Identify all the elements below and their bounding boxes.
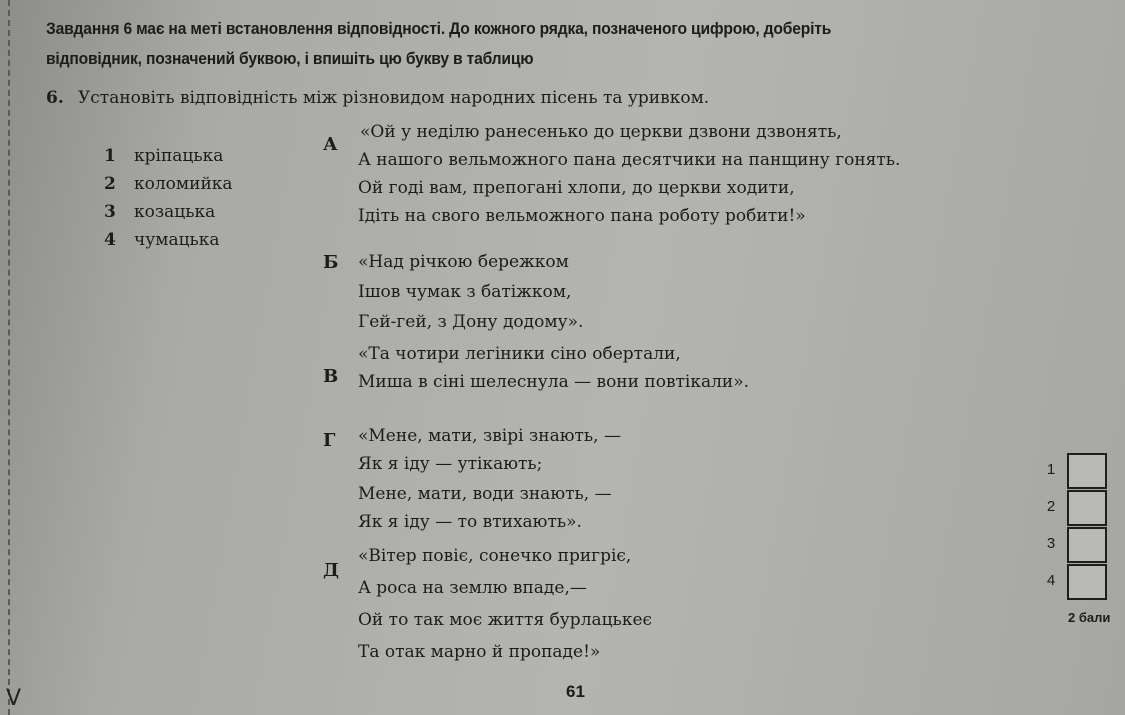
- excerpt-line: Як я іду — то втихають».: [358, 512, 582, 532]
- excerpt-line: Гей-гей, з Дону додому».: [358, 312, 584, 332]
- excerpt-line: «Вітер повіє, сонечко пригріє,: [358, 546, 632, 566]
- excerpt-line: Ой годі вам, препогані хлопи, до церкви ходити,: [358, 178, 795, 198]
- answer-row-number: 1: [1046, 461, 1056, 478]
- excerpt-line: Ішов чумак з батіжком,: [358, 282, 572, 302]
- excerpt-letter: А: [323, 134, 338, 155]
- excerpt-letter: Б: [323, 252, 339, 273]
- excerpt-line: «Ой у неділю ранесенько до церкви дзвони дзвонять,: [360, 122, 842, 142]
- option-number: 4: [104, 230, 116, 250]
- instruction-line: Завдання 6 має на меті встановлення відповідності. До кожного рядка, позначеного цифрою, доберіть: [46, 19, 832, 38]
- points-label: 2 бали: [1068, 610, 1111, 625]
- answer-row: [1037, 527, 1107, 561]
- option-number: 1: [104, 146, 116, 166]
- excerpt-line: «Мене, мати, звірі знають, —: [358, 426, 621, 446]
- question-text: Установіть відповідність між різновидом народних пісень та уривком.: [78, 88, 710, 108]
- instruction-line: відповідник, позначений буквою, і впишіть цю букву в таблицю: [46, 49, 534, 68]
- answer-row: [1037, 564, 1107, 598]
- question-number: 6.: [46, 88, 64, 108]
- option-item: [104, 230, 220, 250]
- answer-row: [1037, 453, 1107, 487]
- excerpt-letter: Д: [323, 560, 340, 581]
- excerpt-line: Як я іду — утікають;: [358, 454, 543, 474]
- excerpt-line: «Над річкою бережком: [358, 252, 569, 272]
- option-label: кріпацька: [134, 146, 224, 166]
- excerpt-line: Ой то так моє життя бурлацькеє: [358, 610, 653, 630]
- excerpt-line: «Та чотири легіники сіно обертали,: [358, 344, 681, 364]
- option-item: [104, 202, 215, 222]
- answer-row-number: 3: [1046, 535, 1056, 552]
- excerpt-line: А нашого вельможного пана десятчики на панщину гонять.: [358, 150, 901, 170]
- option-label: козацька: [134, 202, 216, 222]
- option-item: [104, 174, 233, 194]
- answer-row-number: 4: [1046, 572, 1056, 589]
- option-number: 2: [104, 174, 116, 194]
- option-label: коломийка: [134, 174, 233, 194]
- page-number: 61: [566, 682, 585, 701]
- excerpt-line: А роса на землю впаде,—: [358, 578, 587, 598]
- excerpt-letter: Г: [323, 430, 336, 451]
- excerpt-line: Миша в сіні шелеснула — вони повтікали».: [358, 372, 750, 392]
- answer-row-number: 2: [1046, 498, 1056, 515]
- task-instruction: [46, 14, 1021, 74]
- excerpt-line: Та отак марно й пропаде!»: [358, 642, 601, 662]
- answer-box[interactable]: [1067, 490, 1107, 526]
- answer-box[interactable]: [1067, 527, 1107, 563]
- excerpt-line: Ідіть на свого вельможного пана роботу робити!»: [358, 206, 806, 226]
- cut-line: [8, 0, 10, 715]
- excerpt-letter: В: [323, 366, 339, 387]
- option-item: [104, 146, 223, 166]
- answer-row: [1037, 490, 1107, 524]
- excerpt-line: Мене, мати, води знають, —: [358, 484, 612, 504]
- answer-box[interactable]: [1067, 453, 1107, 489]
- option-number: 3: [104, 202, 116, 222]
- option-label: чумацька: [134, 230, 220, 250]
- answer-box[interactable]: [1067, 564, 1107, 600]
- margin-mark: V: [6, 686, 22, 711]
